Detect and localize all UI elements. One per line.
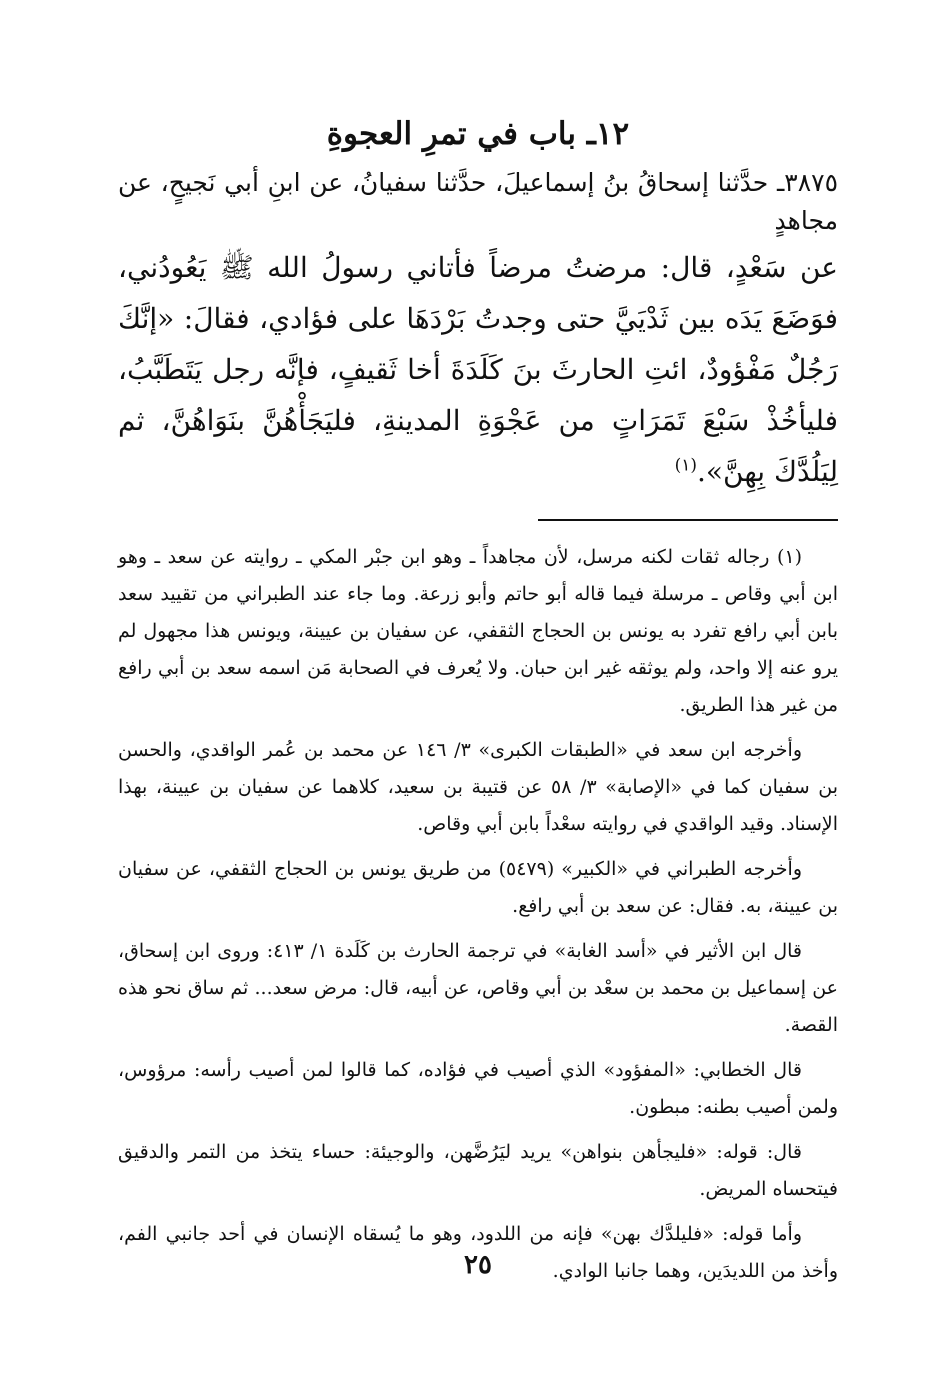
footnote-paragraph: قال ابن الأثير في «أسد الغابة» في ترجمة الحارث بن كَلَدة ١/ ٤١٣: وروى ابن إسحاق، عن إسماعيل بن محمد بن سعْد بن أبي وقاص، عن أبيه، قال: مرض سعد... ثم ساق نحو هذه القصة. — [118, 940, 838, 1036]
book-page — [118, 108, 838, 1288]
chapter-title: ١٢ـ باب في تمرِ العجوةِ — [326, 116, 630, 152]
hadith-matn: عن سَعْدٍ، قال: مرضتُ مرضاً فأتاني رسولُ الله ﷺ يَعُودُني، فوَضَعَ يَدَه بين ثَدْيَيَّ حتى وجدتُ بَرْدَهَا على فؤادي، فقالَ: «إنَّكَ رَجُلٌ مَفْؤودٌ، ائتِ الحارثَ بنَ كَلَدَةَ أخا ثَقيفٍ، فإنَّه رجل يَتَطَبَّبُ، فليأخُذْ سَبْعَ تَمَرَاتٍ من عَجْوَةِ المدينةِ، فليَجَأْهُنَّ بنَوَاهُنَّ، ثم لِيَلُدَّكَ بِهِنَّ». — [118, 251, 838, 488]
footnote-marker: (١) — [674, 455, 698, 476]
page-number: ٢٥ — [464, 1250, 492, 1280]
hadith-matn-paragraph — [118, 242, 838, 497]
footnote-paragraph: وأما قوله: «فليلدَّك بهن» فإنه من اللدود، وهو ما يُسقاه الإنسان في أحد جانبي الفم، وأخذ من اللديدَين، وهما جانبا الوادي. — [118, 1223, 838, 1282]
footnote-separator — [538, 519, 838, 521]
footnote-paragraph: (١) رجاله ثقات لكنه مرسل، لأن مجاهداً ـ وهو ابن جبْر المكي ـ روايته عن سعد ـ وهو ابن أبي وقاص ـ مرسلة فيما قاله أبو حاتم وأبو زرعة. وما جاء عند الطبراني من تقييد سعد بابن أبي رافع تفرد به يونس بن الحجاج الثقفي، عن سفيان بن عيينة، ويونس هذا مجهول لم يرو عنه إلا واحد، ولم يوثقه غير ابن حبان. ولا يُعرف في الصحابة مَن اسمه سعد بن أبي رافع من غير هذا الطريق. — [118, 546, 838, 716]
footnote-paragraph: وأخرجه الطبراني في «الكبير» (٥٤٧٩) من طريق يونس بن الحجاج الثقفي، عن سفيان بن عيينة، به. فقال: عن سعد بن أبي رافع. — [118, 858, 838, 917]
footnotes — [118, 539, 838, 1290]
hadith-isnad: ٣٨٧٥ـ حدَّثنا إسحاقُ بنُ إسماعيلَ، حدَّثنا سفيانُ، عن ابنِ أبي نَجيحٍ، عن مجاهدٍ — [118, 168, 838, 235]
footnote-paragraph: قال: قوله: «فليجأهن بنواهن» يريد ليَرُضَّهن، والوجيئة: حساء يتخذ من التمر والدقيق فيتحساه المريض. — [118, 1141, 838, 1200]
footnote-paragraph: قال الخطابي: «المفؤود» الذي أصيب في فؤاده، كما قالوا لمن أصيب رأسه: مرؤوس، ولمن أصيب بطنه: مبطون. — [118, 1059, 838, 1118]
footnote-paragraph: وأخرجه ابن سعد في «الطبقات الكبرى» ٣/ ١٤٦ عن محمد بن عُمر الواقدي، والحسن بن سفيان كما في «الإصابة» ٣/ ٥٨ عن قتيبة بن سعيد، كلاهما عن سفيان بن عيينة، بهذا الإسناد. وقيد الواقدي في روايته سعْداً بابن أبي وقاص. — [118, 739, 838, 835]
